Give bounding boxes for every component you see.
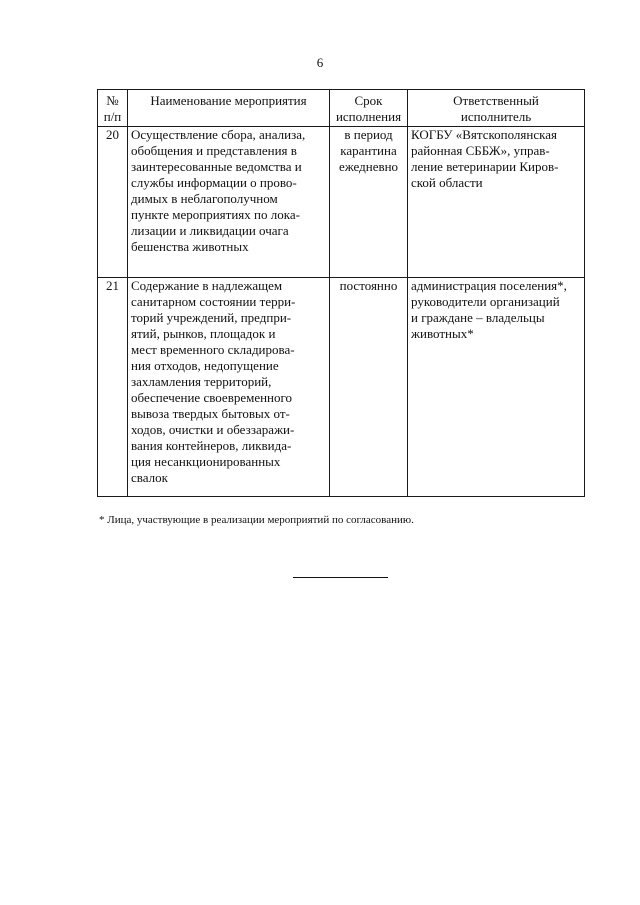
header-deadline: Срок исполнения [330, 90, 408, 127]
table-row [98, 278, 585, 497]
activity-name: Осуществление сбора, анализа, обобщения и представления в заинтересованные ведомства и службы информации о прово- димых в неблагополучном пункте мероприятиях по лока- лизации и ликвидации очага бешенства животных [128, 127, 330, 278]
activity-responsible: администрация поселения*, руководители организаций и граждане – владельцы животных* [408, 278, 585, 497]
footnote: * Лица, участвующие в реализации мероприятий по согласованию. [99, 514, 414, 526]
activities-table [97, 89, 585, 497]
header-activity-name: Наименование мероприятия [128, 90, 330, 127]
row-number: 20 [98, 127, 128, 278]
activity-name: Содержание в надлежащем санитарном состоянии терри- торий учреждений, предпри- ятий, рынков, площадок и мест временного складирова- ния отходов, недопущение захламления территорий, обеспечение своевременного вывоза твердых бытовых от- ходов, очистки и обеззаражи- вания контейнеров, ликвида- ция несанкционированных свалок [128, 278, 330, 497]
activity-deadline: постоянно [330, 278, 408, 497]
table-header-row [98, 90, 585, 127]
activity-deadline: в период карантина ежедневно [330, 127, 408, 278]
page-number: 6 [316, 55, 324, 70]
header-number: № п/п [98, 90, 128, 127]
row-number: 21 [98, 278, 128, 497]
activity-responsible: КОГБУ «Вятскополянская районная СББЖ», управ- ление ветеринарии Киров- ской области [408, 127, 585, 278]
table-row [98, 127, 585, 278]
end-divider [293, 577, 388, 578]
header-responsible: Ответственный исполнитель [408, 90, 585, 127]
